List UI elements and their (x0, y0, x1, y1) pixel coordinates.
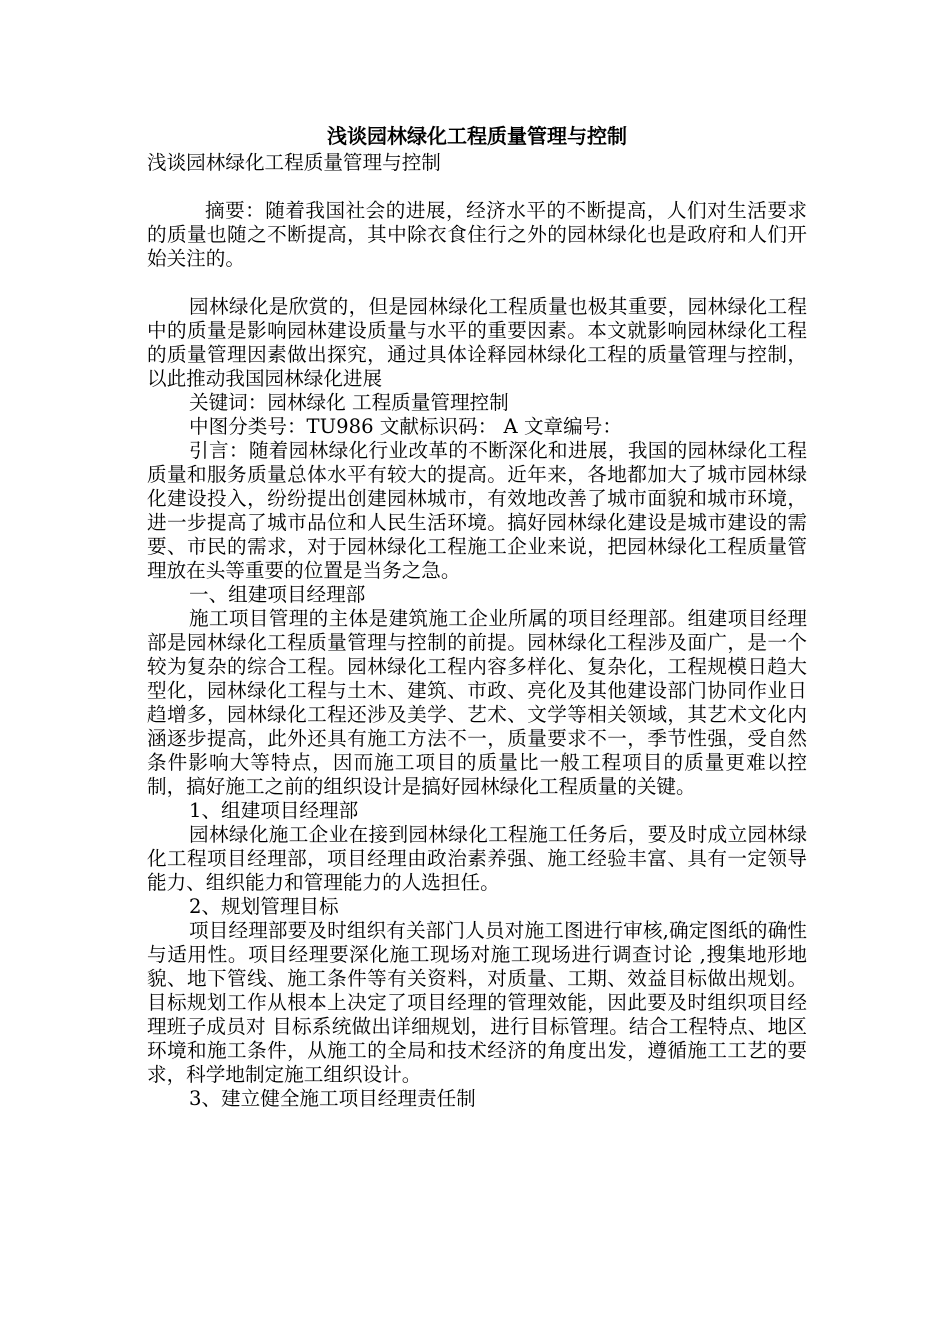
keywords-line: 关键词：园林绿化 工程质量管理控制 (189, 391, 509, 414)
abstract-paragraph: 摘要：随着我国社会的进展，经济水平的不断提高，人们对生活要求的质量也随之不断提高，其中除衣食住行之外的园林绿化也是政府和人们开始关注的。 (147, 199, 807, 270)
subsection-heading: 2、规划管理目标 (189, 895, 339, 918)
subsection-heading: 1、组建项目经理部 (189, 799, 359, 822)
body-paragraph: 项目经理部要及时组织有关部门人员对施工图进行审核,确定图纸的确性与适用性。项目经理要深化施工现场对施工现场进行调查讨论 ,搜集地形地貌、地下管线、施工条件等有关资料，对质量、工期、效益目标做出规划。目标规划工作从根本上决定了项目经理的管理效能，因此要及时组织项目经理班子成员对 目标系统做出详细规划，进行目标管理。结合工程特点、地区环境和施工条件，从施工的全局和技术经济的角度出发，遵循施工工艺的要求，科学地制定施工组织设计。 (147, 919, 807, 1086)
document-subtitle: 浅谈园林绿化工程质量管理与控制 (147, 151, 441, 174)
body-paragraph: 园林绿化施工企业在接到园林绿化工程施工任务后，要及时成立园林绿化工程项目经理部，项目经理由政治素养强、施工经验丰富、具有一定领导能力、组织能力和管理能力的人选担任。 (147, 823, 807, 894)
body-paragraph: 园林绿化是欣赏的，但是园林绿化工程质量也极其重要，园林绿化工程中的质量是影响园林建设质量与水平的重要因素。本文就影响园林绿化工程的质量管理因素做出探究，通过具体诠释园林绿化工程的质量管理与控制，以此推动我国园林绿化进展 (147, 295, 807, 390)
blank-line (147, 175, 807, 199)
classification-line: 中图分类号：TU986 文献标识码： A 文章编号： (189, 415, 622, 438)
document-title: 浅谈园林绿化工程质量管理与控制 (327, 124, 627, 148)
subsection-heading: 3、建立健全施工项目经理责任制 (189, 1087, 476, 1110)
introduction-paragraph: 引言：随着园林绿化行业改革的不断深化和进展，我国的园林绿化工程质量和服务质量总体水平有较大的提高。近年来，各地都加大了城市园林绿化建设投入，纷纷提出创建园林城市，有效地改善了城市面貌和城市环境，进一步提高了城市品位和人民生活环境。搞好园林绿化建设是城市建设的需要、市民的需求，对于园林绿化工程施工企业来说，把园林绿化工程质量管理放在头等重要的位置是当务之急。 (147, 439, 807, 582)
section-heading: 一、组建项目经理部 (189, 583, 366, 606)
document-body (147, 121, 807, 1111)
body-paragraph: 施工项目管理的主体是建筑施工企业所属的项目经理部。组建项目经理部是园林绿化工程质量管理与控制的前提。园林绿化工程涉及面广，是一个较为复杂的综合工程。园林绿化工程内容多样化、复杂化，工程规模日趋大型化，园林绿化工程与土木、建筑、市政、亮化及其他建设部门协同作业日趋增多，园林绿化工程还涉及美学、艺术、文学等相关领域，其艺术文化内涵逐步提高，此外还具有施工方法不一，质量要求不一，季节性强，受自然条件影响大等特点，因而施工项目的质量比一般工程项目的质量更难以控制，搞好施工之前的组织设计是搞好园林绿化工程质量的关键。 (147, 607, 807, 798)
blank-line (147, 271, 807, 295)
